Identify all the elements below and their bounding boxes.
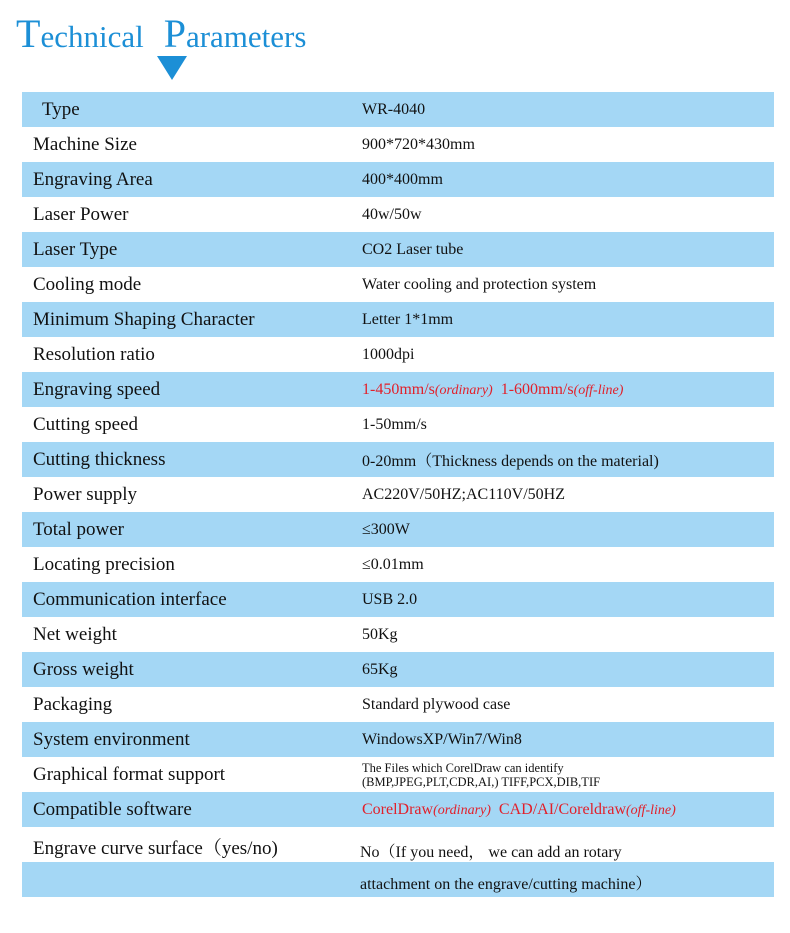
table-row xyxy=(22,617,774,652)
table-row xyxy=(22,582,774,617)
row-value: ≤300W xyxy=(362,520,410,538)
table-row xyxy=(22,92,774,127)
table-row xyxy=(22,267,774,302)
row-label: Compatible software xyxy=(33,798,192,820)
row-label: Net weight xyxy=(33,623,117,645)
note-ordinary: (ordinary) xyxy=(434,382,493,398)
table-row xyxy=(22,477,774,512)
row-label: Machine Size xyxy=(33,133,137,155)
value-offline: 1-600mm/s xyxy=(500,380,574,398)
table-row xyxy=(22,162,774,197)
value-line-2: attachment on the engrave/cutting machine） xyxy=(360,876,652,893)
note-ordinary: (ordinary) xyxy=(433,802,491,818)
row-label: Total power xyxy=(33,518,125,540)
title-initial-1: T xyxy=(16,11,41,56)
row-label: Minimum Shaping Character xyxy=(33,308,255,330)
row-label: Engraving Area xyxy=(33,168,153,190)
row-label: Resolution ratio xyxy=(33,343,155,365)
row-value: WR-4040 xyxy=(362,100,426,118)
table-row xyxy=(22,337,774,372)
down-arrow-icon xyxy=(157,56,187,80)
row-value: 1-50mm/s xyxy=(362,415,427,433)
row-value xyxy=(362,801,774,819)
row-label: Laser Power xyxy=(33,203,129,225)
row-label: Laser Type xyxy=(33,238,118,260)
table-row xyxy=(22,827,774,897)
row-value: ≤0.01mm xyxy=(362,555,424,573)
row-value: 65Kg xyxy=(362,660,398,678)
row-label: Locating precision xyxy=(33,553,175,575)
value-line-2: (BMP,JPEG,PLT,CDR,AI,) TIFF,PCX,DIB,TIF xyxy=(362,774,601,789)
row-value: USB 2.0 xyxy=(362,590,418,608)
table-row xyxy=(22,127,774,162)
row-value: AC220V/50HZ;AC110V/50HZ xyxy=(362,485,565,503)
title-rest-2: arameters xyxy=(185,19,307,54)
row-label: Type xyxy=(42,98,80,120)
row-label: Engraving speed xyxy=(33,378,161,400)
row-value: WindowsXP/Win7/Win8 xyxy=(362,730,522,748)
row-value: CO2 Laser tube xyxy=(362,240,464,258)
table-row xyxy=(22,407,774,442)
note-offline: (off-line) xyxy=(626,802,676,818)
row-value: 1000dpi xyxy=(362,345,415,363)
row-value xyxy=(362,381,774,399)
row-label: Cutting speed xyxy=(33,413,139,435)
table-row xyxy=(22,722,774,757)
table-row xyxy=(22,652,774,687)
page-title xyxy=(16,10,306,60)
value-offline: CAD/AI/Coreldraw xyxy=(498,800,626,818)
row-label: Communication interface xyxy=(33,588,227,610)
value-line-1: The Files which CorelDraw can identify xyxy=(362,760,564,775)
table-row xyxy=(22,442,774,477)
row-value: Standard plywood case xyxy=(362,695,511,713)
note-offline: (off-line) xyxy=(573,382,624,398)
row-label: Cutting thickness xyxy=(33,448,166,470)
row-label: Cooling mode xyxy=(33,273,142,295)
table-row xyxy=(22,792,774,827)
table-row xyxy=(22,232,774,267)
row-label: Packaging xyxy=(33,693,113,715)
table-row xyxy=(22,197,774,232)
table-row xyxy=(22,547,774,582)
table-row xyxy=(22,687,774,722)
row-label: System environment xyxy=(33,728,190,750)
parameters-table xyxy=(22,92,774,897)
table-row xyxy=(22,512,774,547)
value-ordinary: CorelDraw xyxy=(362,800,434,818)
row-value xyxy=(362,761,774,789)
row-label: Graphical format support xyxy=(33,763,226,785)
row-value: 0-20mm（Thickness depends on the material) xyxy=(362,453,659,470)
title-initial-2: P xyxy=(163,11,186,56)
table-row xyxy=(22,302,774,337)
row-label: Engrave curve surface（yes/no) xyxy=(33,838,278,859)
title-rest-1: echnical xyxy=(40,19,144,54)
table-row xyxy=(22,757,774,792)
row-label: Gross weight xyxy=(33,658,134,680)
row-value: Letter 1*1mm xyxy=(362,310,454,328)
value-ordinary: 1-450mm/s xyxy=(362,380,435,398)
row-value: 400*400mm xyxy=(362,170,443,188)
row-value: Water cooling and protection system xyxy=(362,275,597,293)
row-value: 900*720*430mm xyxy=(362,135,475,153)
row-label: Power supply xyxy=(33,483,137,505)
row-value: 40w/50w xyxy=(362,205,422,223)
table-row xyxy=(22,372,774,407)
row-value: 50Kg xyxy=(362,625,398,643)
value-line-1: No（If you need， we can add an rotary xyxy=(360,844,622,861)
